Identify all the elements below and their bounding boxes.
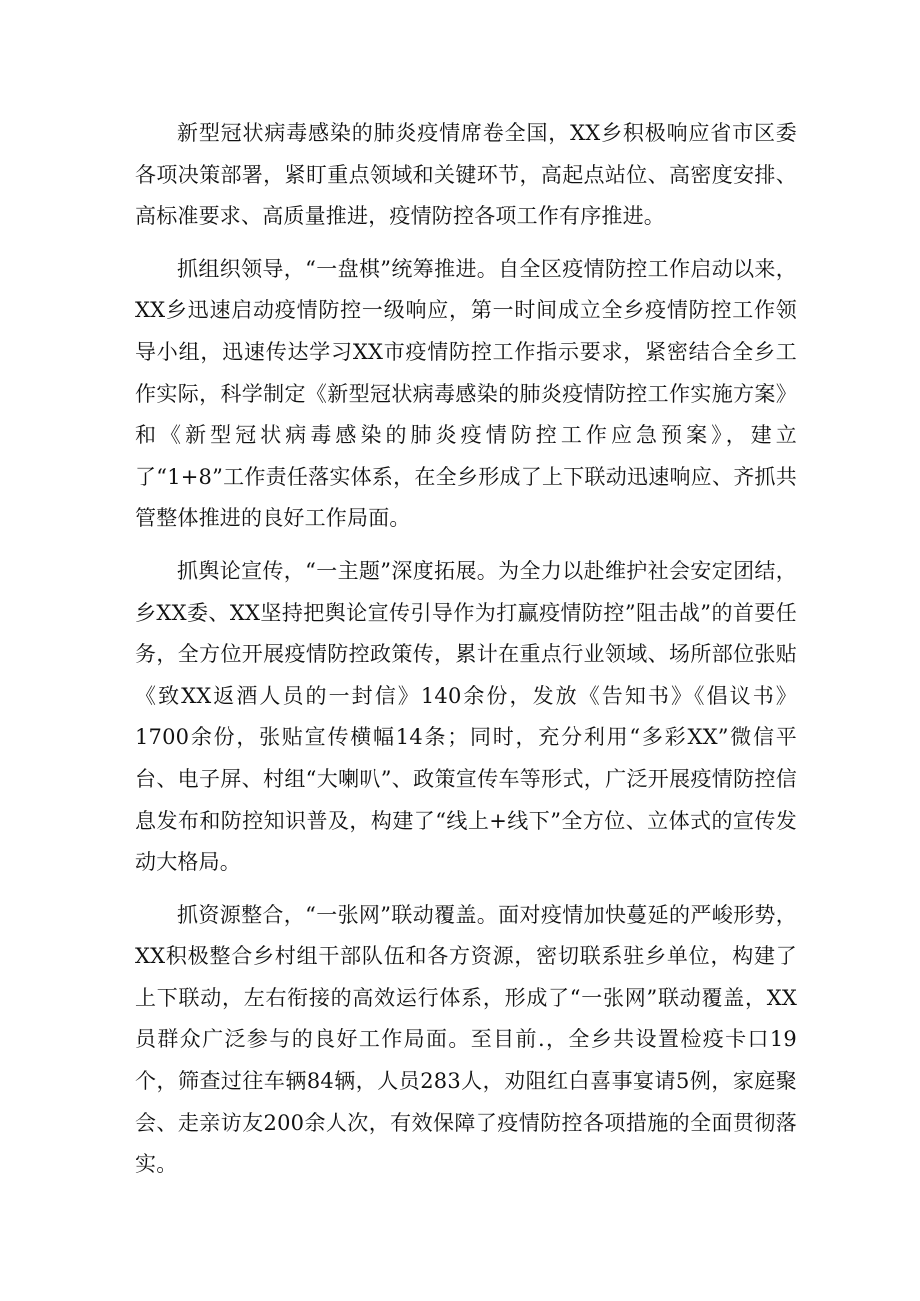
paragraph-intro: 新型冠状病毒感染的肺炎疫情席卷全国，XX乡积极响应省市区委各项决策部署，紧盯重点领域和关键环节，高起点站位、高密度安排、高标准要求、高质量推进，疫情防控各项工作有序推进。: [135, 121, 797, 229]
document-body: [135, 113, 797, 1197]
paragraph-organization-leadership: 抓组织领导，“一盘棋”统筹推进。自全区疫情防控工作启动以来，XX乡迅速启动疫情防控一级响应，第一时间成立全乡疫情防控工作领导小组，迅速传达学习XX市疫情防控工作指示要求，紧密结合全乡工作实际，科学制定《新型冠状病毒感染的肺炎疫情防控工作实施方案》和《新型冠状病毒感染的肺炎疫情防控工作应急预案》，建立了“1+8”工作责任落实体系，在全乡形成了上下联动迅速响应、齐抓共管整体推进的良好工作局面。: [135, 256, 797, 531]
paragraph-resource-integration: 抓资源整合，“一张网”联动覆盖。面对疫情加快蔓延的严峻形势，XX积极整合乡村组干部队伍和各方资源，密切联系驻乡单位，构建了上下联动，左右衔接的高效运行体系，形成了“一张网”联动覆盖，XX员群众广泛参与的良好工作局面。至目前.，全乡共设置检疫卡口19个，筛查过往车辆84辆，人员283人，劝阻红白喜事宴请5例，家庭聚会、走亲访友200余人次，有效保障了疫情防控各项措施的全面贯彻落实。: [135, 902, 797, 1177]
paragraph-publicity: 抓舆论宣传，“一主题”深度拓展。为全力以赴维护社会安定团结，乡XX委、XX坚持把舆论宣传引导作为打赢疫情防控”阻击战”的首要任务，全方位开展疫情防控政策传，累计在重点行业领域、场所部位张贴《致XX返酒人员的一封信》140余份，发放《告知书》《倡议书》1700余份，张贴宣传横幅14条；同时，充分利用“多彩XX”微信平台、电子屏、村组“大喇叭”、政策宣传车等形式，广泛开展疫情防控信息发布和防控知识普及，构建了“线上+线下”全方位、立体式的宣传发动大格局。: [135, 558, 797, 875]
